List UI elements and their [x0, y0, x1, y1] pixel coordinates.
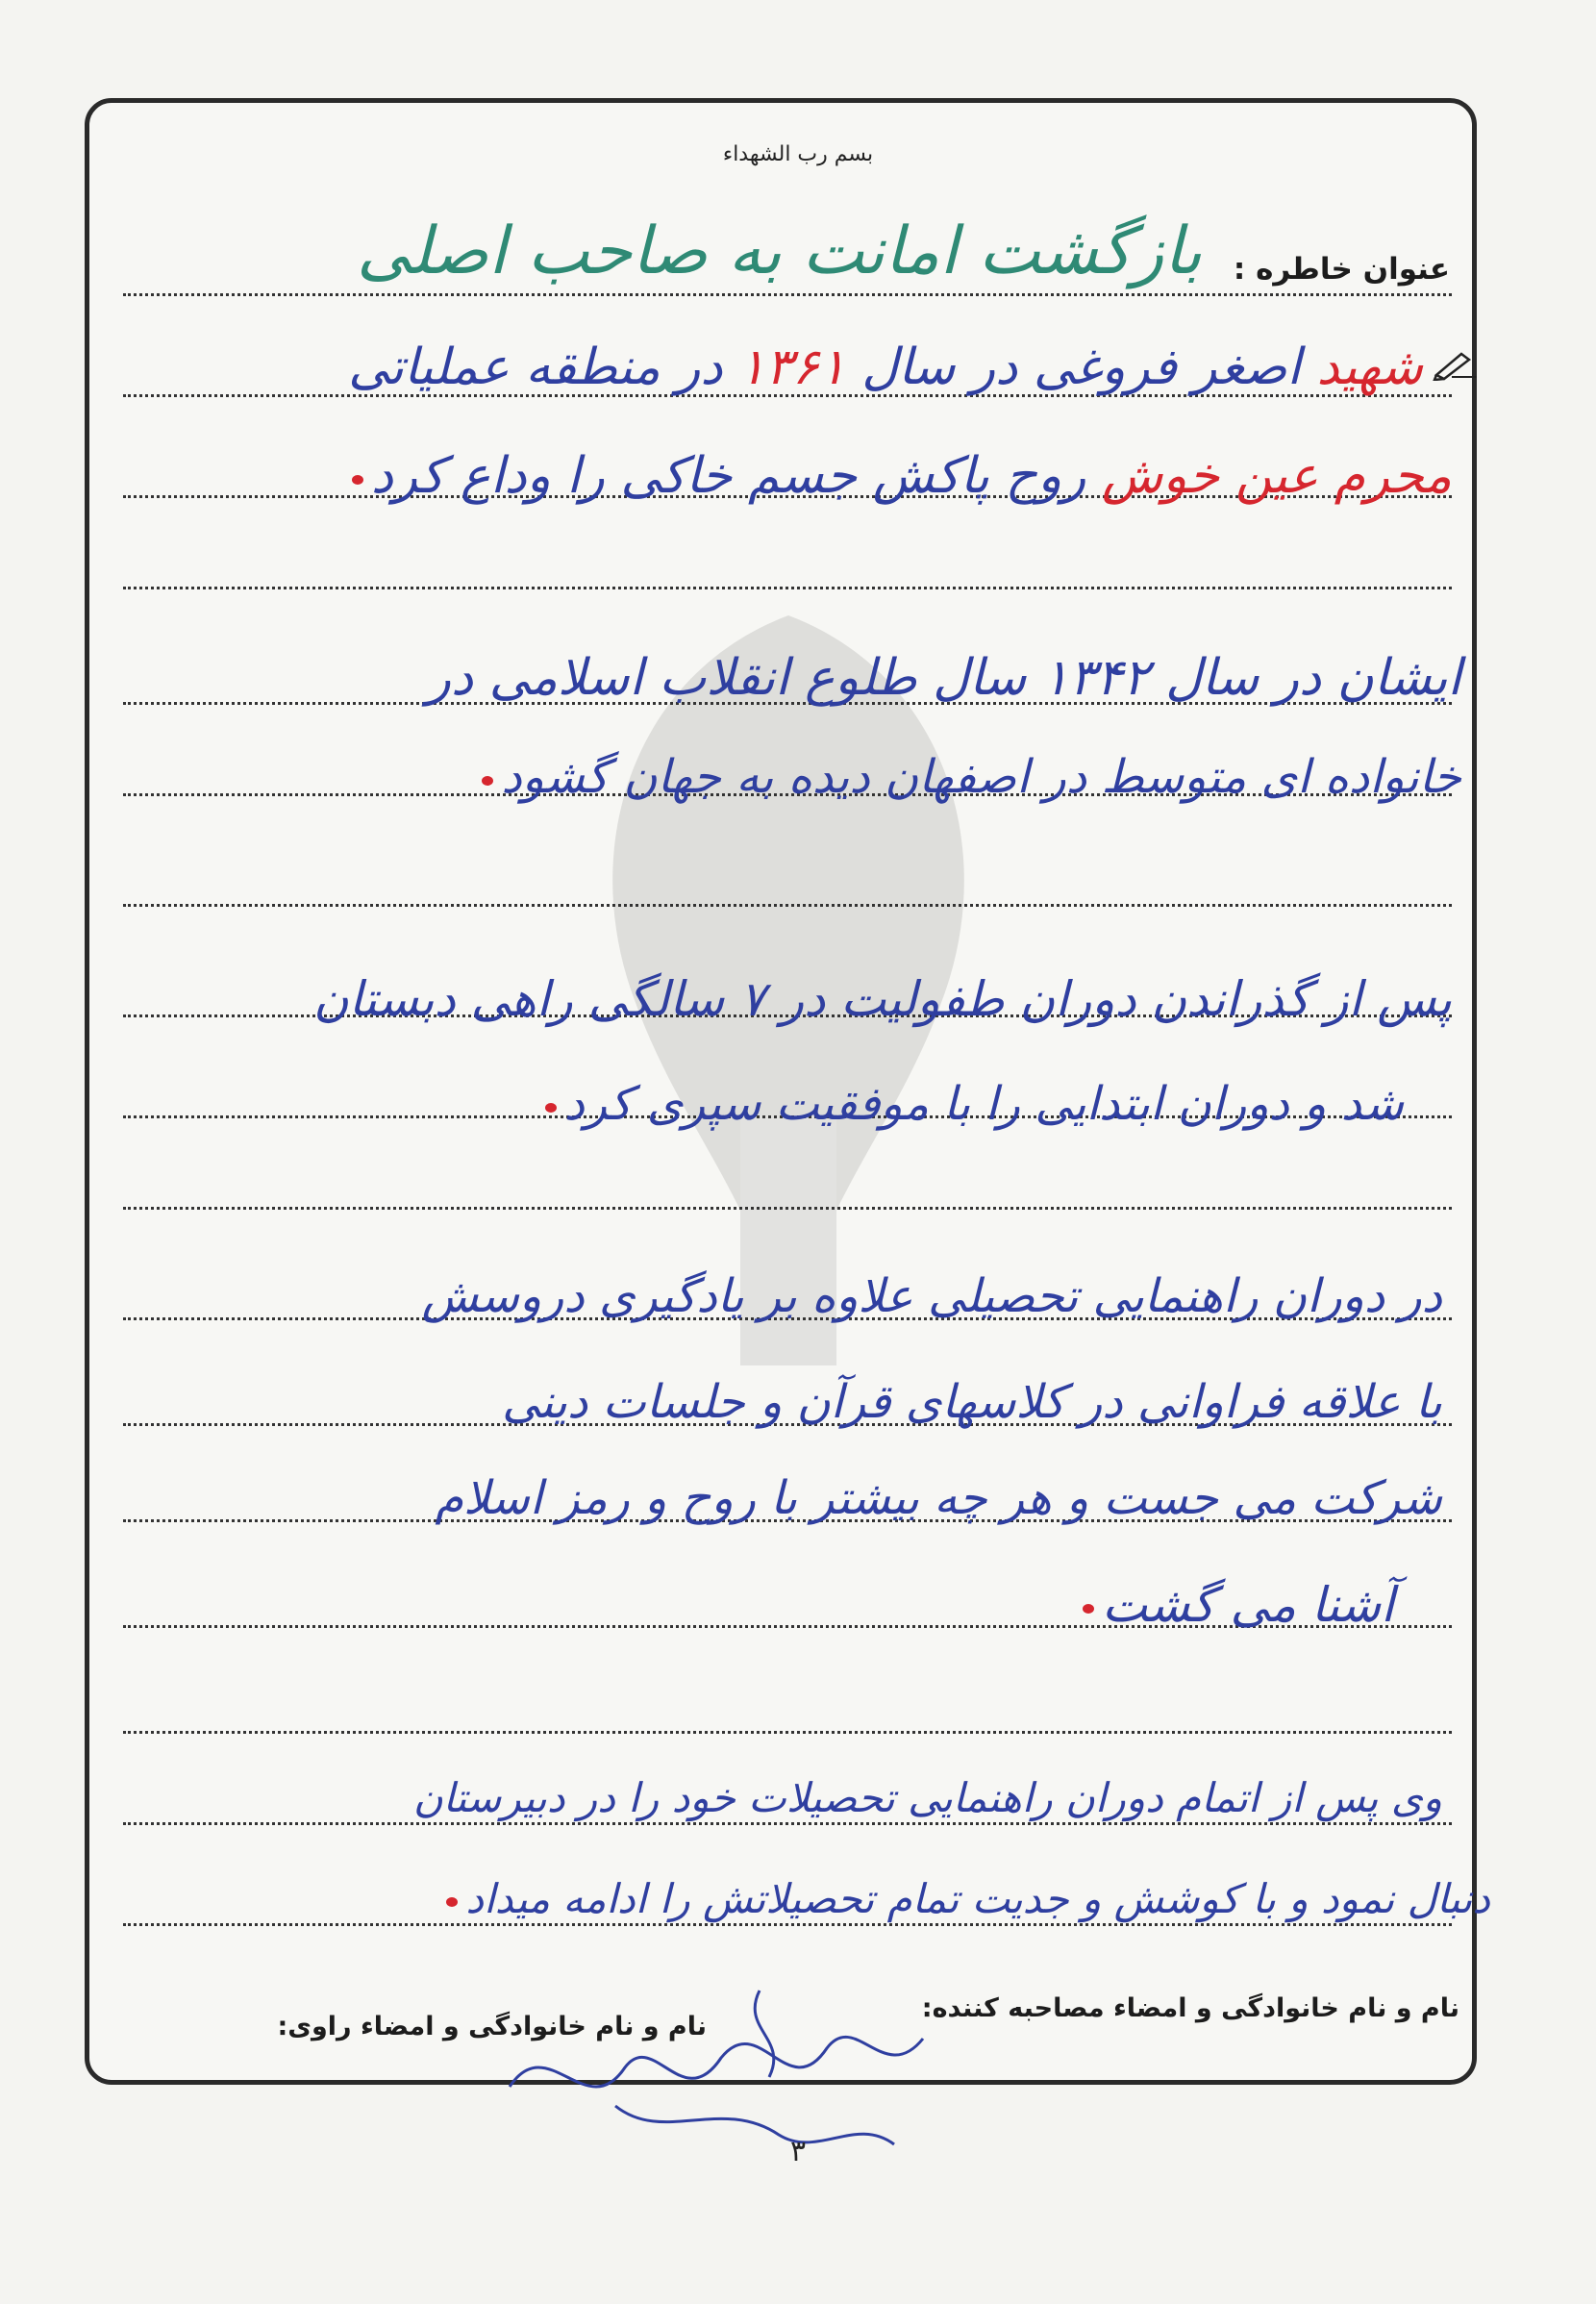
body-fragment: روح پاکش جسم خاکی را وداع کرد [370, 447, 1086, 505]
body-line [413, 1774, 1442, 1821]
body-line [446, 1875, 1490, 1922]
memory-title-label: عنوان خاطره : [1233, 252, 1450, 287]
sentence-end-dot [482, 776, 493, 786]
body-fragment: شد و دوران ابتدایی را با موفقیت سپری کرد [563, 1077, 1404, 1131]
body-line [352, 447, 1452, 505]
body-fragment: ایشان در سال ۱۳۴۲ سال طلوع انقلاب اسلامی در [426, 649, 1461, 707]
ruled-line [123, 1207, 1452, 1210]
ruled-line [123, 293, 1452, 296]
body-line [502, 1375, 1442, 1429]
body-fragment: پس از گذراندن دوران طفولیت در ۷ سالگی راهی دبستان [312, 971, 1452, 1027]
sentence-end-dot [352, 475, 363, 485]
body-fragment: شرکت می جست و هر چه بیشتر با روح و رمز اسلام [435, 1471, 1442, 1525]
sentence-end-dot [446, 1897, 458, 1907]
sentence-end-dot [1083, 1604, 1094, 1614]
body-fragment: شهید [1300, 338, 1423, 396]
ruled-line [123, 1822, 1452, 1825]
body-line [348, 338, 1423, 396]
body-line [427, 649, 1461, 707]
interviewer-signature-label: نام و نام خانوادگی و امضاء مصاحبه کننده: [921, 1993, 1459, 2023]
ruled-line [123, 587, 1452, 589]
body-fragment: با علاقه فراوانی در کلاسهای قرآن و جلسات دینی [502, 1375, 1442, 1429]
sentence-end-dot [545, 1103, 557, 1113]
body-line [1083, 1577, 1394, 1633]
body-fragment: آشنا می گشت [1102, 1577, 1394, 1633]
body-line [545, 1077, 1404, 1131]
basmala-header: بسم رب الشهداء [722, 142, 874, 166]
body-fragment: محرم عین خوش [1085, 447, 1452, 505]
body-fragment: در دوران راهنمایی تحصیلی علاوه بر یادگیری دروسش [421, 1269, 1442, 1323]
body-line [435, 1471, 1442, 1525]
narrator-signature-label: نام و نام خانوادگی و امضاء راوی: [277, 2012, 707, 2041]
ruled-line [123, 1923, 1452, 1926]
body-line [422, 1269, 1442, 1323]
body-fragment: در منطقه عملیاتی [348, 338, 739, 396]
body-fragment: خانواده ای متوسط در اصفهان دیده به جهان گشود [501, 750, 1461, 804]
body-fragment: ۱۳۶۱ [738, 338, 846, 396]
ruled-line [123, 1731, 1452, 1734]
pen-icon [1433, 348, 1479, 381]
body-fragment: دنبال نمود و با کوشش و جدیت تمام تحصیلاتش را ادامه میداد [465, 1875, 1490, 1922]
body-fragment: وی پس از اتمام دوران راهنمایی تحصیلات خود را در دبیرستان [412, 1774, 1442, 1821]
body-line [313, 971, 1452, 1027]
memory-title-value: بازگشت امانت به صاحب اصلی [357, 213, 1202, 289]
body-line [482, 750, 1461, 804]
ruled-line [123, 904, 1452, 907]
body-fragment: اصغر فروغی در سال [845, 338, 1301, 396]
page-number: ۳ [789, 2135, 807, 2168]
